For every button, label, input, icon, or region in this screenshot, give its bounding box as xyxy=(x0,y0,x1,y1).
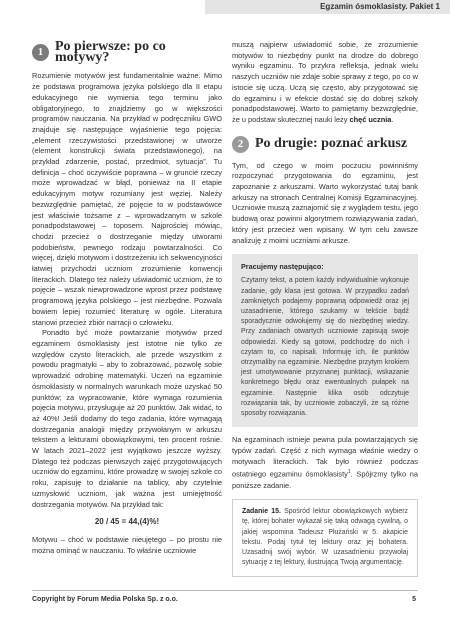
page-header xyxy=(205,0,450,14)
right-column xyxy=(232,40,418,577)
method-box-title: Pracujemy następująco: xyxy=(241,262,324,272)
continuation-text: muszą najpierw uświadomić sobie, że zrozumienie motywów to niezbędny punkt na drodze do dobrego wyniku egzaminu. To przykra refleksja, jednak wielu naszych uczniów nie zdaje sobie sprawy z tego, po co w istocie się uczą. Uczą się często, aby przygotować się do egzaminu i w efekcie dostać się do dobrej szkoły ponadpodstawowej. Warto to pamiętamy bezwzględnie, że u podstaw skutecznej nauki leży xyxy=(232,40,418,124)
section-2-heading xyxy=(232,136,418,153)
section-1-paragraph-1: Rozumienie motywów jest fundamentalnie ważne. Mimo że podstawa programowa języka polskiego dla II etapu edukacyjnego nie wymienia tego terminu jako obligatoryjnego, to znajdziemy go w większości programów nauczania. Na przykład w podręczniku GWO znajduje się następujące wyjaśnienie tego pojęcia: „element rzeczywistości przedstawionej w utworze (element konstrukcji świata przedstawionego), na przykład zdarzenie, postać, przedmiot, sytuacja”. Tu definicja – choć oczywiście poprawna – w gruncie rzeczy może wprowadzać w błąd, ponieważ na II etapie edukacyjnym motyw rozumiany jest węziej. Należy bezwzględnie pamiętać, że pojęcie to w podstawówce jest właściwie tożsame z – wprowadzanym w szkole ponadpodstawowej – toposem. Najprościej mówiąc, chodzi przecież o dostrzeganie między utworami podobieństw, pewnego rodzaju powtarzalności. Co więcej, dzięki motywom i dostrzeżeniu ich sekwencyjności łatwiej przychodzi uczniom zrozumienie konwencji literackich. Dlatego też należy uświadomić uczniom, że to pojęcie – wszak niewprowadzone wprost przez podstawę programową języka polskiego – jest niezbędne. Pozwala bowiem lepiej rozumieć literaturę w ogóle. Literatura stanowi przecież zbiór narracji o człowieku. xyxy=(32,71,222,327)
section-1-continuation xyxy=(232,40,418,126)
footnote-ref: 1 xyxy=(347,469,351,476)
method-box xyxy=(232,254,418,427)
section-2-number-badge: 2 xyxy=(232,136,249,153)
task-body: Spośród lektur obowiązkowych wybierz tę, której bohater wykazał się taką odwagą cywilną, o jakiej wspomina Tadeusz Płużański w 5. akapicie tekstu. Podaj tytuł tej lektury oraz jej bohatera. Uzasadnij swój wybór. W uzasadnieniu przywołaj sytuację z tej lektury, ilustrującą Twoją argumentację. xyxy=(242,508,408,567)
p2-text: Na egzaminach istnieje pewna pula powtarzających się typów zadań. Część z nich wymaga właśnie wiedzy o motywach literackich. Tak było również podczas ostatniego egzaminu ósmoklasisty xyxy=(232,435,418,479)
section-1-heading xyxy=(32,39,222,65)
left-column xyxy=(32,39,222,556)
task-label: Zadanie 15. xyxy=(242,508,281,516)
task-box xyxy=(232,499,418,576)
continuation-bold: chęć ucznia xyxy=(349,114,392,124)
continuation-end: . xyxy=(391,114,394,124)
section-2-title: Po drugie: poznać arkusz xyxy=(255,135,408,151)
p2-end: . Spójrzmy tylko na poniższe zadanie. xyxy=(232,469,419,490)
section-2-paragraph-1: Tym, od czego w moim poczuciu powinniśmy rozpoczynać przygotowania do egzaminu, jest zapoznanie z arkuszami. Warto wykorzystać tutaj bank arkuszy na stronach Centralnej Komisji Egzaminacyjnej. Uczniowie muszą zaznajomić się z wyglądem testu, jego budową oraz powinni algorytmem rozwiązywania zadań, który jest przecież wen wpisany. W tym celu zawsze analizuję z moimi uczniami arkusze. xyxy=(232,160,418,245)
page-number: 5 xyxy=(412,596,416,603)
method-box-text: Czytamy tekst, a potem każdy indywidualnie wykonuje zadanie, gdy klasa jest gotowa. W przypadku zadań zamkniętych podajemy poprawną odpowiedź oraz jej uzasadnienie, którego szukamy w tekście bądź sporadycznie odwołujemy się do niezbędnej wiedzy. Przy zadaniach otwartych uczniowie zapisują swoje odpowiedzi. Kiedy są gotowi, podchodzę do nich i czytam to, co napisali. Informuję ich, ile punktów otrzymaliby na egzaminie. Niezbędne przytym krokiem jest umotywowanie przyznanej punktacji, wskazanie konkretnego błędu oraz ewentualnych pułapek na egzaminie. Następnie klika osób odczytuje rozwiązania tak, by uczniowie zobaczyli, że są różne sposoby rozwiązania. xyxy=(241,277,409,418)
formula: 20 / 45 = 44,(4)%! xyxy=(94,517,160,527)
section-2-paragraph-2 xyxy=(232,435,418,491)
header-title: Egzamin ósmoklasisty. Pakiet 1 xyxy=(320,2,440,11)
task-text xyxy=(242,507,408,568)
section-1-title: Po pierwsze: po co motywy? xyxy=(55,39,166,65)
section-1-number-badge: 1 xyxy=(32,44,49,61)
section-1-paragraph-3: Motywu – choć w podstawie nieujętego – po prostu nie można ominąć w nauczaniu. To właśnie uczniowie xyxy=(32,534,222,555)
footer-copyright: Copyright by Forum Media Polska Sp. z o.o. xyxy=(32,596,178,603)
footer-divider xyxy=(32,590,418,591)
section-1-paragraph-2: Ponadto być może powtarzanie motywów przed egzaminem ósmoklasisty jest istotne nie tylko ze względów czysto literackich, ale przede wszystkim z powodu pragmatyki – aby to zobrazować, pozwolę sobie wprowadzić odrobinę matematyki. Uczeń na egzaminie ósmoklasisty w normalnych warunkach może uzyskać 50 punktów; za wypracowanie, które wymaga rozumienia pojęcia motywu, przysługuje aż 20 punktów. Jak widać, to aż 40%! Jeśli dodamy do tego zadania, które wymagają dostrzegania analogii między przywołanym w arkuszu tekstem a lekturami obowiązkowymi, ten procent rośnie. W latach 2021–2022 jest wyjątkowo jeszcze wyższy. Dlatego też podczas pierwszych zajęć przygotowujących uczniów do egzaminu, które prowadzę w swojej szkole co roku, zapisuję to działanie na tablicy, aby czytelnie uzmysłowić uczniom, jak ważna jest umiejętność dostrzegania motywów. Na przykład tak: xyxy=(32,328,222,509)
